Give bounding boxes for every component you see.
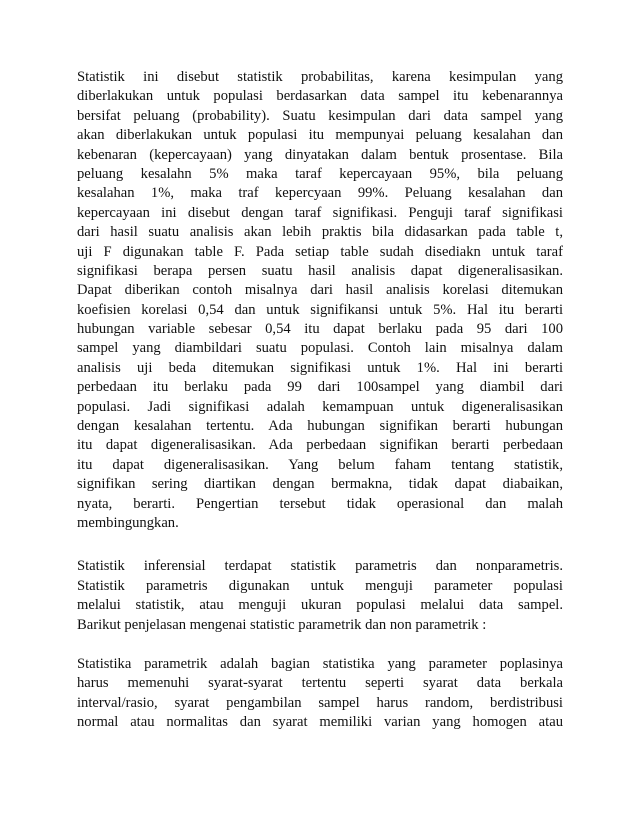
text-line: Statistika parametrik adalah bagian statistika yang parameter poplasinya bbox=[77, 655, 563, 672]
text-line: Dapat diberikan contoh misalnya dari hasil analisis korelasi ditemukan bbox=[77, 282, 563, 299]
text-line: kesalahan 1%, maka traf kepercyaan 99%. Peluang kesalahan dan bbox=[77, 185, 563, 202]
text-line: membingungkan. bbox=[77, 514, 179, 531]
text-line: peluang kesalahn 5% maka taraf kepercayaan 95%, bila peluang bbox=[77, 165, 563, 182]
text-line: analisis uji beda ditemukan signifikasi untuk 1%. Hal ini berarti bbox=[77, 359, 563, 376]
text-line: dari hasil suatu analisis akan lebih praktis bila didasarkan pada table t, bbox=[77, 224, 563, 241]
text-line: diberlakukan untuk populasi berdasarkan data sampel itu kebenarannya bbox=[77, 88, 563, 105]
text-line: bersifat peluang (probability). Suatu kesimpulan dari data sampel yang bbox=[77, 107, 563, 124]
text-line: harus memenuhi syarat-syarat tertentu seperti syarat data berkala bbox=[77, 675, 563, 692]
paragraph-spacer bbox=[77, 635, 563, 655]
text-line: nyata, berarti. Pengertian tersebut tidak operasional dan malah bbox=[77, 495, 563, 512]
text-line: interval/rasio, syarat pengambilan sampel harus random, berdistribusi bbox=[77, 694, 563, 711]
document-page bbox=[77, 68, 563, 733]
text-line: kepercayaan ini disebut dengan taraf signifikasi. Penguji taraf signifikasi bbox=[77, 204, 563, 221]
paragraph-statistik-inferensial bbox=[77, 557, 563, 635]
text-line: Statistik ini disebut statistik probabilitas, karena kesimpulan yang bbox=[77, 69, 563, 85]
text-line: hubungan variable sebesar 0,54 itu dapat berlaku pada 95 dari 100 bbox=[77, 321, 563, 338]
text-line: itu dapat digeneralisasikan. Ada perbedaan signifikan berarti perbedaan bbox=[77, 437, 563, 454]
text-line: akan diberlakukan untuk populasi itu mempunyai peluang kesalahan dan bbox=[77, 127, 563, 144]
text-line: kebenaran (kepercayaan) yang dinyatakan dalam bentuk prosentase. Bila bbox=[77, 146, 563, 163]
text-line: signifikasi berapa persen suatu hasil analisis dapat digeneralisasikan. bbox=[77, 262, 563, 279]
text-line: itu dapat digeneralisasikan. Yang belum faham tentang statistik, bbox=[77, 456, 563, 473]
text-line: dengan kesalahan tertentu. Ada hubungan signifikan berarti hubungan bbox=[77, 418, 563, 435]
text-line: populasi. Jadi signifikasi adalah kemampuan untuk digeneralisasikan bbox=[77, 398, 563, 415]
text-line: perbedaan itu berlaku pada 99 dari 100sampel yang diambil dari bbox=[77, 379, 563, 396]
text-line: melalui statistik, atau menguji ukuran populasi melalui data sampel. bbox=[77, 597, 563, 614]
paragraph-spacer bbox=[77, 533, 563, 557]
paragraph-statistik-probabilitas bbox=[77, 68, 563, 533]
text-line: Statistik inferensial terdapat statistik parametris dan nonparametris. bbox=[77, 558, 563, 575]
text-line: normal atau normalitas dan syarat memiliki varian yang homogen atau bbox=[77, 714, 563, 731]
text-line: uji F digunakan table F. Pada setiap table sudah disediakn untuk taraf bbox=[77, 243, 563, 260]
text-line: Statistik parametris digunakan untuk menguji parameter populasi bbox=[77, 577, 563, 594]
text-line: koefisien korelasi 0,54 dan untuk signifikansi untuk 5%. Hal itu berarti bbox=[77, 301, 563, 318]
text-line: sampel yang diambildari suatu populasi. Contoh lain misalnya dalam bbox=[77, 340, 563, 357]
text-line: signifikan sering diartikan dengan bermakna, tidak dapat diabaikan, bbox=[77, 476, 563, 493]
paragraph-statistika-parametrik bbox=[77, 655, 563, 733]
text-line: Barikut penjelasan mengenai statistic parametrik dan non parametrik : bbox=[77, 616, 487, 633]
